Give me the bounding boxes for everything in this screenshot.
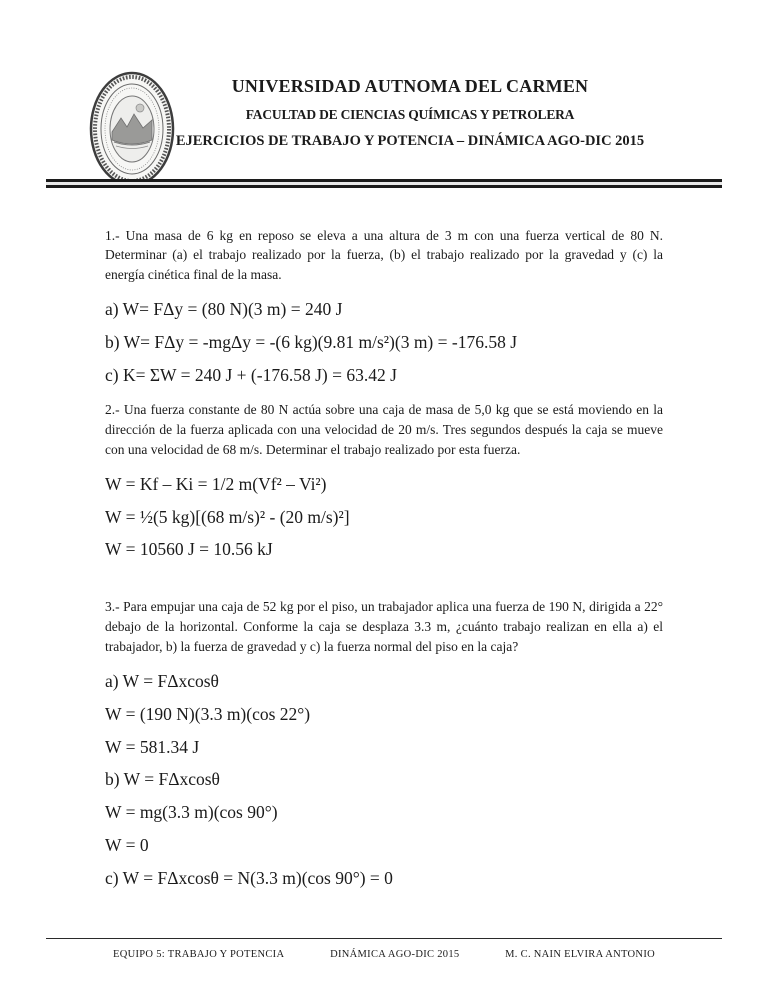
problem-block xyxy=(105,226,663,387)
footer-course-label: DINÁMICA AGO-DIC 2015 xyxy=(330,949,460,960)
solution-step: W = Kf – Ki = 1/2 m(Vf² – Vi²) xyxy=(105,473,327,494)
footer-divider xyxy=(46,938,722,939)
problem-statement: 1.- Una masa de 6 kg en reposo se eleva a una altura de 3 m con una fuerza vertical de 80 N. Determinar (a) el trabajo realizado por la fuerza, (b) el trabajo realizado por la gravedad y (c) la energía cinética final de la masa. xyxy=(105,227,663,283)
solution-steps xyxy=(105,474,663,562)
solution-step: c) W = FΔxcosθ = N(3.3 m)(cos 90°) = 0 xyxy=(105,868,393,889)
solution-step: W = mg(3.3 m)(cos 90°) xyxy=(105,802,278,823)
problem-statement: 3.- Para empujar una caja de 52 kg por el piso, un trabajador aplica una fuerza de 190 N, dirigida a 22° debajo de la horizontal. Conforme la caja se desplaza 3.3 m, ¿cuánto trabajo realizan en ella a) el trabajador, b) la fuerza de gravedad y c) la fuerza normal del piso en la caja? xyxy=(105,599,663,654)
solution-step: W = 0 xyxy=(105,835,149,856)
solution-steps xyxy=(105,299,663,387)
problems-section xyxy=(105,212,663,901)
solution-step: W = 10560 J = 10.56 kJ xyxy=(105,539,273,560)
footer-author-label: M. C. NAIN ELVIRA ANTONIO xyxy=(505,949,655,960)
solution-step: a) W= FΔy = (80 N)(3 m) = 240 J xyxy=(105,299,343,320)
problems-list xyxy=(105,226,663,890)
solution-step: c) K= ΣW = 240 J + (-176.58 J) = 63.42 J xyxy=(105,364,397,385)
header-divider xyxy=(46,179,722,188)
solution-step: b) W= FΔy = -mgΔy = -(6 kg)(9.81 m/s²)(3 m) = -176.58 J xyxy=(105,331,518,352)
university-name: UNIVERSIDAD AUTNOMA DEL CARMEN xyxy=(231,76,589,96)
faculty-name: FACULTAD DE CIENCIAS QUÍMICAS Y PETROLERA xyxy=(245,107,575,122)
solution-step: W = 581.34 J xyxy=(105,736,200,757)
solution-step: b) W = FΔxcosθ xyxy=(105,769,220,790)
footer-team-label: EQUIPO 5: TRABAJO Y POTENCIA xyxy=(113,949,285,960)
problem-block xyxy=(105,597,663,890)
solution-step: W = ½(5 kg)[(68 m/s)² - (20 m/s)²] xyxy=(105,506,350,527)
solution-steps xyxy=(105,671,663,890)
document-header xyxy=(60,76,760,150)
problem-block xyxy=(105,400,663,561)
solution-step: W = (190 N)(3.3 m)(cos 22°) xyxy=(105,703,311,724)
document-title: EJERCICIOS DE TRABAJO Y POTENCIA – DINÁMICA AGO-DIC 2015 xyxy=(175,133,645,149)
problem-statement: 2.- Una fuerza constante de 80 N actúa sobre una caja de masa de 5,0 kg que se está moviendo en la dirección de la fuerza aplicada con una velocidad de 20 m/s. Tres segundos después la caja se mueve con una velocidad de 68 m/s. Determinar el trabajo realizado por esta fuerza. xyxy=(105,402,663,457)
page-footer xyxy=(113,949,655,960)
solution-step: a) W = FΔxcosθ xyxy=(105,670,219,691)
